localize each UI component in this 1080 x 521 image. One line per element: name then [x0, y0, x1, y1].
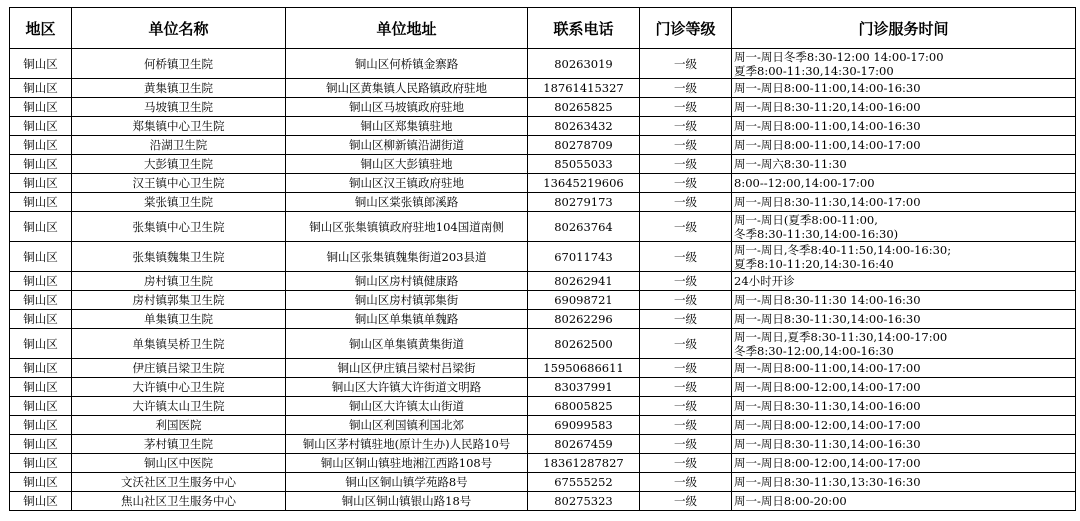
cell-phone: 69099583 — [528, 416, 640, 435]
cell-unit-name: 张集镇中心卫生院 — [72, 212, 286, 242]
service-hours-line: 8:00--12:00,14:00-17:00 — [734, 176, 875, 190]
cell-level: 一级 — [640, 359, 732, 378]
cell-phone: 80278709 — [528, 136, 640, 155]
cell-unit-name: 黄集镇卫生院 — [72, 79, 286, 98]
table-row — [10, 98, 1076, 117]
cell-phone: 67555252 — [528, 473, 640, 492]
cell-unit-name: 大许镇中心卫生院 — [72, 378, 286, 397]
cell-district: 铜山区 — [10, 212, 72, 242]
cell-unit-name: 大彭镇卫生院 — [72, 155, 286, 174]
clinic-table-container — [9, 7, 1075, 511]
table-row — [10, 79, 1076, 98]
cell-district: 铜山区 — [10, 174, 72, 193]
header-service-hours: 门诊服务时间 — [732, 8, 1076, 49]
table-row — [10, 454, 1076, 473]
cell-unit-name: 大许镇太山卫生院 — [72, 397, 286, 416]
cell-service-hours — [732, 473, 1076, 492]
cell-phone: 80265825 — [528, 98, 640, 117]
cell-district: 铜山区 — [10, 193, 72, 212]
service-hours-line: 周一-周日,夏季8:30-11:30,14:00-17:00 — [734, 329, 948, 344]
table-row — [10, 291, 1076, 310]
cell-district: 铜山区 — [10, 416, 72, 435]
cell-unit-address: 铜山区汉王镇政府驻地 — [286, 174, 528, 193]
header-district: 地区 — [10, 8, 72, 49]
cell-district: 铜山区 — [10, 492, 72, 511]
table-row — [10, 272, 1076, 291]
cell-unit-address: 铜山区单集镇单魏路 — [286, 310, 528, 329]
table-row — [10, 435, 1076, 454]
cell-service-hours — [732, 212, 1076, 242]
header-unit-address: 单位地址 — [286, 8, 528, 49]
cell-district: 铜山区 — [10, 397, 72, 416]
cell-service-hours — [732, 291, 1076, 310]
cell-unit-address: 铜山区房村镇郭集街 — [286, 291, 528, 310]
cell-unit-name: 沿湖卫生院 — [72, 136, 286, 155]
cell-phone: 80275323 — [528, 492, 640, 511]
table-row — [10, 310, 1076, 329]
table-row — [10, 492, 1076, 511]
cell-unit-address: 铜山区铜山镇学苑路8号 — [286, 473, 528, 492]
cell-unit-address: 铜山区铜山镇银山路18号 — [286, 492, 528, 511]
service-hours-line: 周一-周日8:00-12:00,14:00-17:00 — [734, 418, 921, 432]
cell-level: 一级 — [640, 272, 732, 291]
cell-level: 一级 — [640, 492, 732, 511]
cell-district: 铜山区 — [10, 291, 72, 310]
cell-level: 一级 — [640, 242, 732, 272]
cell-level: 一级 — [640, 473, 732, 492]
cell-service-hours — [732, 378, 1076, 397]
cell-level: 一级 — [640, 454, 732, 473]
table-row — [10, 242, 1076, 272]
cell-district: 铜山区 — [10, 155, 72, 174]
cell-phone: 13645219606 — [528, 174, 640, 193]
table-row — [10, 49, 1076, 79]
service-hours-line: 冬季8:30-12:00,14:00-16:30 — [734, 343, 894, 358]
cell-district: 铜山区 — [10, 49, 72, 79]
cell-phone: 83037991 — [528, 378, 640, 397]
cell-level: 一级 — [640, 329, 732, 359]
service-hours-line: 冬季8:30-11:30,14:00-16:30) — [734, 226, 899, 241]
cell-unit-name: 房村镇卫生院 — [72, 272, 286, 291]
cell-district: 铜山区 — [10, 359, 72, 378]
table-body — [10, 49, 1076, 511]
table-header-row — [10, 8, 1076, 49]
cell-level: 一级 — [640, 117, 732, 136]
service-hours-line: 周一-周日8:30-11:30,14:00-16:00 — [734, 399, 921, 413]
cell-phone: 18361287827 — [528, 454, 640, 473]
cell-district: 铜山区 — [10, 98, 72, 117]
cell-service-hours — [732, 242, 1076, 272]
table-row — [10, 416, 1076, 435]
service-hours-line: 周一-周日8:30-11:20,14:00-16:00 — [734, 100, 921, 114]
cell-phone: 15950686611 — [528, 359, 640, 378]
cell-level: 一级 — [640, 416, 732, 435]
service-hours-line: 24小时开诊 — [734, 274, 795, 288]
header-unit-name: 单位名称 — [72, 8, 286, 49]
cell-phone: 80279173 — [528, 193, 640, 212]
cell-service-hours — [732, 329, 1076, 359]
cell-phone: 67011743 — [528, 242, 640, 272]
cell-phone: 80262500 — [528, 329, 640, 359]
cell-unit-address: 铜山区郑集镇驻地 — [286, 117, 528, 136]
cell-district: 铜山区 — [10, 136, 72, 155]
table-row — [10, 155, 1076, 174]
service-hours-line: 周一-周日8:00-12:00,14:00-17:00 — [734, 380, 921, 394]
cell-unit-address: 铜山区棠张镇郎溪路 — [286, 193, 528, 212]
cell-unit-address: 铜山区大许镇太山街道 — [286, 397, 528, 416]
table-row — [10, 359, 1076, 378]
cell-unit-address: 铜山区张集镇镇政府驻地104国道南侧 — [286, 212, 528, 242]
table-row — [10, 473, 1076, 492]
table-row — [10, 212, 1076, 242]
cell-unit-address: 铜山区马坡镇政府驻地 — [286, 98, 528, 117]
cell-unit-address: 铜山区大彭镇驻地 — [286, 155, 528, 174]
service-hours-line: 周一-周日冬季8:30-12:00 14:00-17:00 — [734, 49, 944, 64]
service-hours-line: 周一-周日8:30-11:30 14:00-16:30 — [734, 293, 921, 307]
cell-unit-name: 伊庄镇吕梁卫生院 — [72, 359, 286, 378]
cell-phone: 69098721 — [528, 291, 640, 310]
cell-unit-name: 焦山社区卫生服务中心 — [72, 492, 286, 511]
cell-service-hours — [732, 492, 1076, 511]
cell-level: 一级 — [640, 49, 732, 79]
table-row — [10, 397, 1076, 416]
cell-district: 铜山区 — [10, 435, 72, 454]
cell-district: 铜山区 — [10, 310, 72, 329]
cell-unit-name: 茅村镇卫生院 — [72, 435, 286, 454]
cell-service-hours — [732, 310, 1076, 329]
table-row — [10, 378, 1076, 397]
service-hours-line: 周一-周日8:30-11:30,13:30-16:30 — [734, 475, 921, 489]
cell-unit-address: 铜山区单集镇黄集街道 — [286, 329, 528, 359]
cell-level: 一级 — [640, 435, 732, 454]
cell-service-hours — [732, 454, 1076, 473]
cell-phone: 80263764 — [528, 212, 640, 242]
clinic-table — [9, 7, 1076, 511]
cell-service-hours — [732, 117, 1076, 136]
service-hours-line: 周一-周日8:00-20:00 — [734, 494, 847, 508]
service-hours-line: 周一-周日8:00-11:00,14:00-16:30 — [734, 81, 921, 95]
cell-service-hours — [732, 416, 1076, 435]
cell-unit-address: 铜山区何桥镇金寨路 — [286, 49, 528, 79]
cell-unit-address: 铜山区黄集镇人民路镇政府驻地 — [286, 79, 528, 98]
cell-district: 铜山区 — [10, 473, 72, 492]
cell-unit-name: 文沃社区卫生服务中心 — [72, 473, 286, 492]
table-row — [10, 329, 1076, 359]
cell-unit-address: 铜山区张集镇魏集街道203县道 — [286, 242, 528, 272]
service-hours-line: 周一-周六8:30-11:30 — [734, 157, 847, 171]
cell-unit-name: 房村镇郭集卫生院 — [72, 291, 286, 310]
service-hours-line: 周一-周日8:00-12:00,14:00-17:00 — [734, 456, 921, 470]
cell-phone: 80267459 — [528, 435, 640, 454]
cell-district: 铜山区 — [10, 378, 72, 397]
cell-service-hours — [732, 136, 1076, 155]
cell-unit-address: 铜山区房村镇健康路 — [286, 272, 528, 291]
cell-unit-name: 利国医院 — [72, 416, 286, 435]
cell-phone: 80263432 — [528, 117, 640, 136]
cell-service-hours — [732, 397, 1076, 416]
service-hours-line: 周一-周日,冬季8:40-11:50,14:00-16:30; — [734, 242, 952, 257]
cell-level: 一级 — [640, 174, 732, 193]
service-hours-line: 周一-周日8:00-11:00,14:00-16:30 — [734, 119, 921, 133]
cell-unit-name: 棠张镇卫生院 — [72, 193, 286, 212]
cell-level: 一级 — [640, 378, 732, 397]
table-row — [10, 193, 1076, 212]
cell-phone: 68005825 — [528, 397, 640, 416]
table-row — [10, 174, 1076, 193]
cell-unit-name: 何桥镇卫生院 — [72, 49, 286, 79]
cell-service-hours — [732, 98, 1076, 117]
cell-level: 一级 — [640, 79, 732, 98]
cell-district: 铜山区 — [10, 117, 72, 136]
cell-district: 铜山区 — [10, 454, 72, 473]
cell-unit-name: 单集镇卫生院 — [72, 310, 286, 329]
service-hours-line: 周一-周日8:30-11:30,14:00-16:30 — [734, 312, 921, 326]
cell-level: 一级 — [640, 98, 732, 117]
header-phone: 联系电话 — [528, 8, 640, 49]
cell-unit-name: 单集镇吴桥卫生院 — [72, 329, 286, 359]
cell-service-hours — [732, 435, 1076, 454]
cell-unit-address: 铜山区铜山镇驻地湘江西路108号 — [286, 454, 528, 473]
cell-phone: 18761415327 — [528, 79, 640, 98]
cell-unit-name: 郑集镇中心卫生院 — [72, 117, 286, 136]
cell-district: 铜山区 — [10, 329, 72, 359]
service-hours-line: 周一-周日(夏季8:00-11:00, — [734, 212, 878, 227]
service-hours-line: 周一-周日8:30-11:30,14:00-16:30 — [734, 437, 921, 451]
service-hours-line: 周一-周日8:30-11:30,14:00-17:00 — [734, 195, 921, 209]
service-hours-line: 周一-周日8:00-11:00,14:00-17:00 — [734, 361, 921, 375]
cell-level: 一级 — [640, 193, 732, 212]
cell-level: 一级 — [640, 397, 732, 416]
cell-phone: 80262941 — [528, 272, 640, 291]
cell-level: 一级 — [640, 310, 732, 329]
cell-unit-name: 铜山区中医院 — [72, 454, 286, 473]
cell-service-hours — [732, 174, 1076, 193]
cell-district: 铜山区 — [10, 272, 72, 291]
cell-level: 一级 — [640, 155, 732, 174]
cell-service-hours — [732, 155, 1076, 174]
table-row — [10, 117, 1076, 136]
cell-service-hours — [732, 359, 1076, 378]
service-hours-line: 夏季8:10-11:20,14:30-16:40 — [734, 256, 894, 271]
cell-service-hours — [732, 272, 1076, 291]
cell-service-hours — [732, 193, 1076, 212]
cell-service-hours — [732, 79, 1076, 98]
cell-service-hours — [732, 49, 1076, 79]
cell-phone: 85055033 — [528, 155, 640, 174]
cell-unit-address: 铜山区利国镇利国北郊 — [286, 416, 528, 435]
cell-district: 铜山区 — [10, 242, 72, 272]
cell-phone: 80263019 — [528, 49, 640, 79]
cell-level: 一级 — [640, 212, 732, 242]
service-hours-line: 夏季8:00-11:30,14:30-17:00 — [734, 63, 894, 78]
header-level: 门诊等级 — [640, 8, 732, 49]
cell-level: 一级 — [640, 136, 732, 155]
cell-unit-address: 铜山区大许镇大许街道文明路 — [286, 378, 528, 397]
service-hours-line: 周一-周日8:00-11:00,14:00-17:00 — [734, 138, 921, 152]
cell-district: 铜山区 — [10, 79, 72, 98]
cell-phone: 80262296 — [528, 310, 640, 329]
cell-unit-address: 铜山区伊庄镇吕梁村吕梁街 — [286, 359, 528, 378]
cell-unit-name: 张集镇魏集卫生院 — [72, 242, 286, 272]
cell-unit-name: 马坡镇卫生院 — [72, 98, 286, 117]
cell-unit-address: 铜山区柳新镇沿湖街道 — [286, 136, 528, 155]
table-row — [10, 136, 1076, 155]
cell-unit-address: 铜山区茅村镇驻地(原计生办)人民路10号 — [286, 435, 528, 454]
cell-unit-name: 汉王镇中心卫生院 — [72, 174, 286, 193]
cell-level: 一级 — [640, 291, 732, 310]
